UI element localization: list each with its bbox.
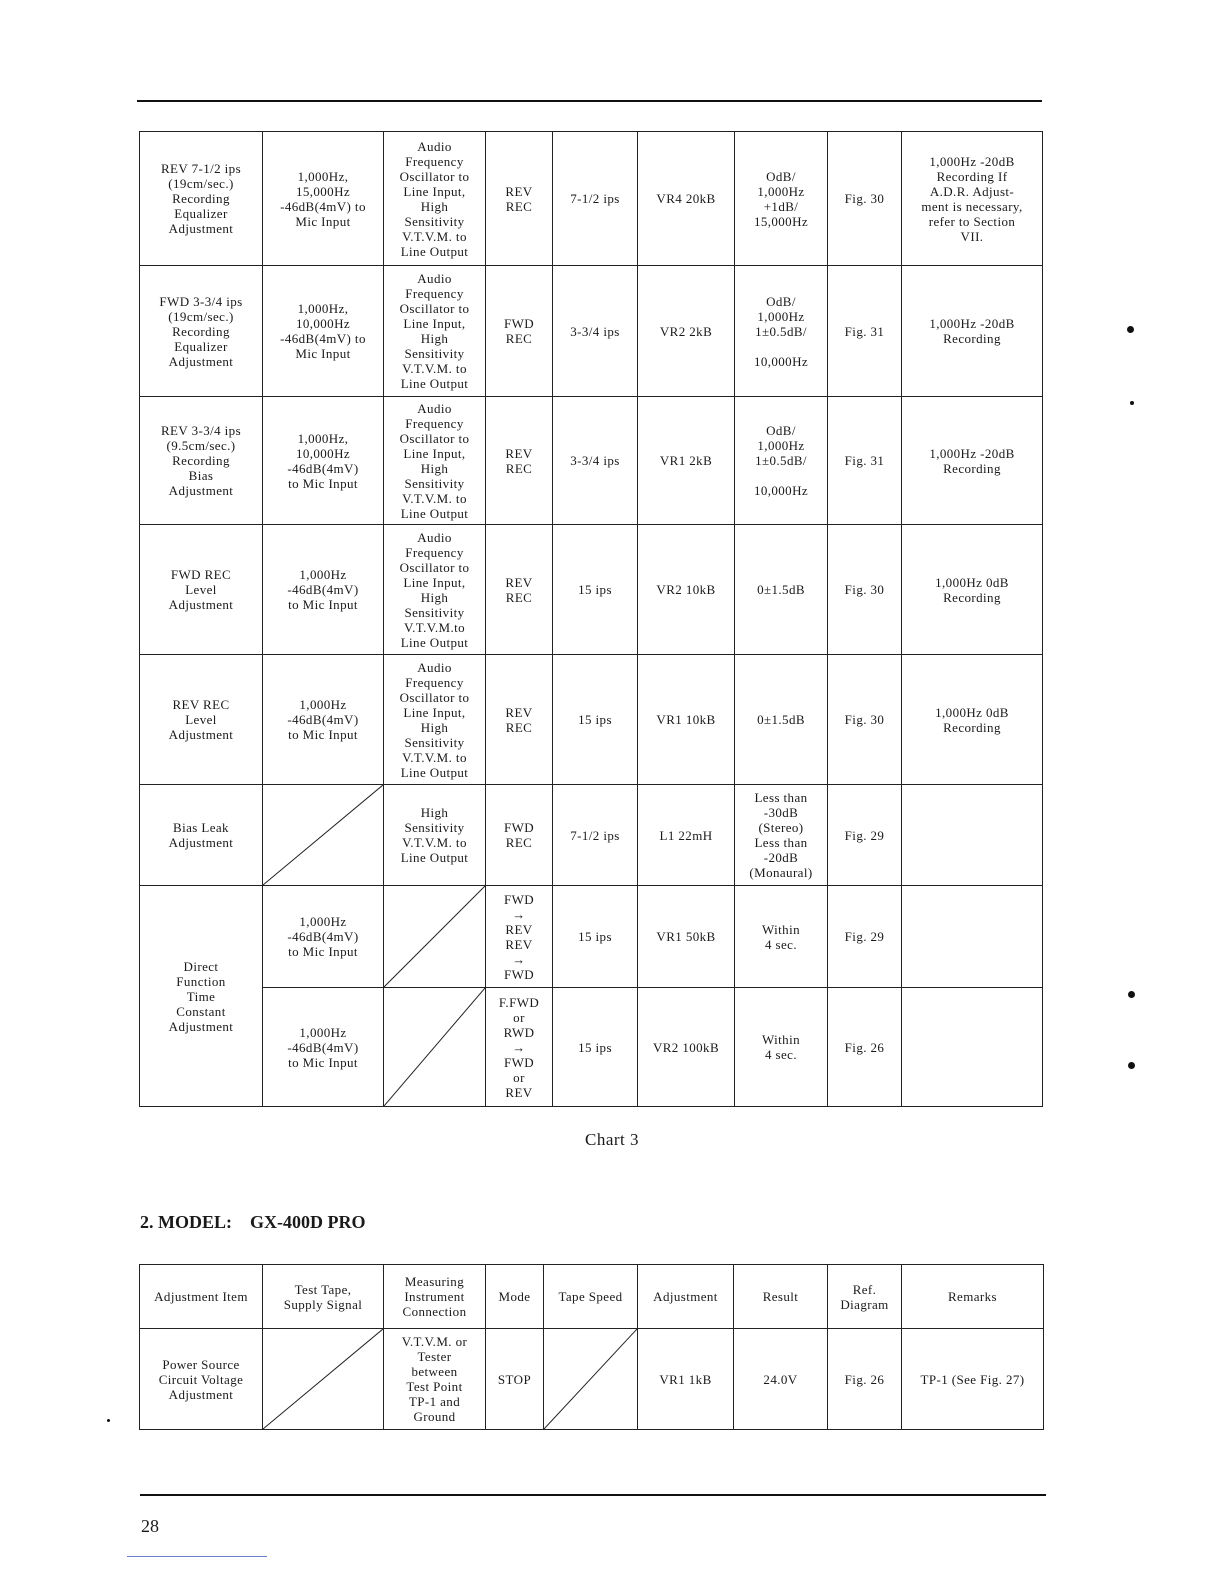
supply-signal-cell: 1,000Hz, 10,000Hz -46dB(4mV) to Mic Input bbox=[263, 397, 384, 525]
remarks-cell: TP-1 (See Fig. 27) bbox=[902, 1329, 1044, 1430]
mode-cell: REV REC bbox=[486, 397, 553, 525]
tape-speed-cell: 15 ips bbox=[553, 988, 638, 1107]
tape-speed-cell: 7-1/2 ips bbox=[553, 785, 638, 886]
result-cell: OdB/ 1,000Hz +1dB/ 15,000Hz bbox=[735, 132, 828, 266]
mode-cell: FWD → REV REV → FWD bbox=[486, 886, 553, 988]
remarks-cell: 1,000Hz -20dB Recording bbox=[902, 397, 1043, 525]
remarks-cell: 1,000Hz -20dB Recording bbox=[902, 266, 1043, 397]
connection-cell: Audio Frequency Oscillator to Line Input, High Sensitivity V.T.V.M. to Line Output bbox=[384, 655, 486, 785]
connection-cell: Audio Frequency Oscillator to Line Input, High Sensitivity V.T.V.M. to Line Output bbox=[384, 132, 486, 266]
supply-signal-cell: 1,000Hz -46dB(4mV) to Mic Input bbox=[263, 886, 384, 988]
adjustment-cell: VR4 20kB bbox=[638, 132, 735, 266]
tape-speed-cell: 15 ips bbox=[553, 886, 638, 988]
result-cell: 24.0V bbox=[734, 1329, 828, 1430]
header-ref-diagram: Ref. Diagram bbox=[828, 1265, 902, 1329]
top-rule bbox=[137, 100, 1042, 102]
ref-diagram-cell: Fig. 31 bbox=[828, 266, 902, 397]
ref-diagram-cell: Fig. 26 bbox=[828, 988, 902, 1107]
chart-4-table bbox=[139, 1264, 1044, 1430]
result-cell: 0±1.5dB bbox=[735, 655, 828, 785]
supply-signal-cell: 1,000Hz -46dB(4mV) to Mic Input bbox=[263, 655, 384, 785]
table-row bbox=[140, 266, 1043, 397]
adjustment-cell: VR1 1kB bbox=[638, 1329, 734, 1430]
connection-cell: Audio Frequency Oscillator to Line Input, High Sensitivity V.T.V.M. to Line Output bbox=[384, 397, 486, 525]
adjustment-item-cell: REV 3-3/4 ips (9.5cm/sec.) Recording Bias Adjustment bbox=[140, 397, 263, 525]
adjustment-item-cell: FWD REC Level Adjustment bbox=[140, 525, 263, 655]
binding-hole-mark bbox=[1130, 401, 1134, 405]
mode-cell: REV REC bbox=[486, 132, 553, 266]
mode-cell: F.FWD or RWD → FWD or REV bbox=[486, 988, 553, 1107]
header-result: Result bbox=[734, 1265, 828, 1329]
supply-signal-cell: 1,000Hz, 10,000Hz -46dB(4mV) to Mic Input bbox=[263, 266, 384, 397]
mode-cell: REV REC bbox=[486, 525, 553, 655]
ref-diagram-cell: Fig. 29 bbox=[828, 886, 902, 988]
remarks-cell bbox=[902, 988, 1043, 1107]
ref-diagram-cell: Fig. 30 bbox=[828, 525, 902, 655]
header-row bbox=[140, 1265, 1044, 1329]
mode-cell: FWD REC bbox=[486, 785, 553, 886]
section-heading bbox=[140, 1212, 366, 1233]
tape-speed-cell: 15 ips bbox=[553, 525, 638, 655]
result-cell: Within 4 sec. bbox=[735, 988, 828, 1107]
stray-mark bbox=[107, 1419, 110, 1422]
table-row bbox=[140, 397, 1043, 525]
remarks-cell bbox=[902, 886, 1043, 988]
tape-speed-cell: 7-1/2 ips bbox=[553, 132, 638, 266]
not-applicable-slash bbox=[263, 1329, 384, 1430]
header-connection: Measuring Instrument Connection bbox=[384, 1265, 486, 1329]
adjustment-item-cell: FWD 3-3/4 ips (19cm/sec.) Recording Equalizer Adjustment bbox=[140, 266, 263, 397]
remarks-cell: 1,000Hz 0dB Recording bbox=[902, 655, 1043, 785]
adjustment-item-cell: REV REC Level Adjustment bbox=[140, 655, 263, 785]
connection-cell: Audio Frequency Oscillator to Line Input, High Sensitivity V.T.V.M. to Line Output bbox=[384, 266, 486, 397]
result-cell: 0±1.5dB bbox=[735, 525, 828, 655]
binding-hole-mark bbox=[1127, 326, 1134, 333]
table-row bbox=[140, 655, 1043, 785]
adjustment-cell: VR2 2kB bbox=[638, 266, 735, 397]
remarks-cell: 1,000Hz 0dB Recording bbox=[902, 525, 1043, 655]
adjustment-item-cell: REV 7-1/2 ips (19cm/sec.) Recording Equalizer Adjustment bbox=[140, 132, 263, 266]
remarks-cell: 1,000Hz -20dB Recording If A.D.R. Adjust- ment is necessary, refer to Section VII. bbox=[902, 132, 1043, 266]
tape-speed-cell: 15 ips bbox=[553, 655, 638, 785]
adjustment-item-cell: Direct Function Time Constant Adjustment bbox=[140, 886, 263, 1107]
ref-diagram-cell: Fig. 30 bbox=[828, 132, 902, 266]
table-row bbox=[140, 988, 1043, 1107]
header-remarks: Remarks bbox=[902, 1265, 1044, 1329]
result-cell: Within 4 sec. bbox=[735, 886, 828, 988]
mode-cell: STOP bbox=[486, 1329, 544, 1430]
header-adjustment-item: Adjustment Item bbox=[140, 1265, 263, 1329]
adjustment-cell: L1 22mH bbox=[638, 785, 735, 886]
bottom-rule bbox=[140, 1494, 1046, 1496]
connection-cell: V.T.V.M. or Tester between Test Point TP-1 and Ground bbox=[384, 1329, 486, 1430]
adjustment-item-cell: Bias Leak Adjustment bbox=[140, 785, 263, 886]
result-cell: OdB/ 1,000Hz 1±0.5dB/ 10,000Hz bbox=[735, 266, 828, 397]
table-row bbox=[140, 886, 1043, 988]
connection-cell: Audio Frequency Oscillator to Line Input, High Sensitivity V.T.V.M.to Line Output bbox=[384, 525, 486, 655]
model-name: GX-400D PRO bbox=[250, 1212, 366, 1232]
supply-signal-cell: 1,000Hz, 15,000Hz -46dB(4mV) to Mic Input bbox=[263, 132, 384, 266]
table-row bbox=[140, 525, 1043, 655]
table-row bbox=[140, 785, 1043, 886]
tape-speed-cell: 3-3/4 ips bbox=[553, 397, 638, 525]
chart-3-table bbox=[139, 131, 1043, 1107]
adjustment-cell: VR1 10kB bbox=[638, 655, 735, 785]
tape-speed-cell: 3-3/4 ips bbox=[553, 266, 638, 397]
result-cell: Less than -30dB (Stereo) Less than -20dB (Monaural) bbox=[735, 785, 828, 886]
header-mode: Mode bbox=[486, 1265, 544, 1329]
ref-diagram-cell: Fig. 30 bbox=[828, 655, 902, 785]
header-supply-signal: Test Tape, Supply Signal bbox=[263, 1265, 384, 1329]
remarks-cell bbox=[902, 785, 1043, 886]
chart-caption: Chart 3 bbox=[584, 1130, 640, 1149]
adjustment-item-cell: Power Source Circuit Voltage Adjustment bbox=[140, 1329, 263, 1430]
section-number: 2. MODEL: bbox=[140, 1212, 232, 1232]
not-applicable-slash bbox=[544, 1329, 638, 1430]
table-row bbox=[140, 1329, 1044, 1430]
footer-link-line bbox=[127, 1556, 267, 1557]
adjustment-cell: VR2 10kB bbox=[638, 525, 735, 655]
not-applicable-slash bbox=[263, 785, 384, 886]
binding-hole-mark bbox=[1128, 991, 1135, 998]
binding-hole-mark bbox=[1128, 1062, 1135, 1069]
supply-signal-cell: 1,000Hz -46dB(4mV) to Mic Input bbox=[263, 525, 384, 655]
adjustment-cell: VR1 50kB bbox=[638, 886, 735, 988]
result-cell: OdB/ 1,000Hz 1±0.5dB/ 10,000Hz bbox=[735, 397, 828, 525]
connection-cell: High Sensitivity V.T.V.M. to Line Output bbox=[384, 785, 486, 886]
not-applicable-slash bbox=[384, 988, 486, 1107]
adjustment-cell: VR2 100kB bbox=[638, 988, 735, 1107]
page-number: 28 bbox=[141, 1516, 159, 1536]
supply-signal-cell: 1,000Hz -46dB(4mV) to Mic Input bbox=[263, 988, 384, 1107]
mode-cell: REV REC bbox=[486, 655, 553, 785]
ref-diagram-cell: Fig. 29 bbox=[828, 785, 902, 886]
header-adjustment: Adjustment bbox=[638, 1265, 734, 1329]
table-row bbox=[140, 132, 1043, 266]
ref-diagram-cell: Fig. 26 bbox=[828, 1329, 902, 1430]
not-applicable-slash bbox=[384, 886, 486, 988]
adjustment-cell: VR1 2kB bbox=[638, 397, 735, 525]
ref-diagram-cell: Fig. 31 bbox=[828, 397, 902, 525]
header-tape-speed: Tape Speed bbox=[544, 1265, 638, 1329]
mode-cell: FWD REC bbox=[486, 266, 553, 397]
